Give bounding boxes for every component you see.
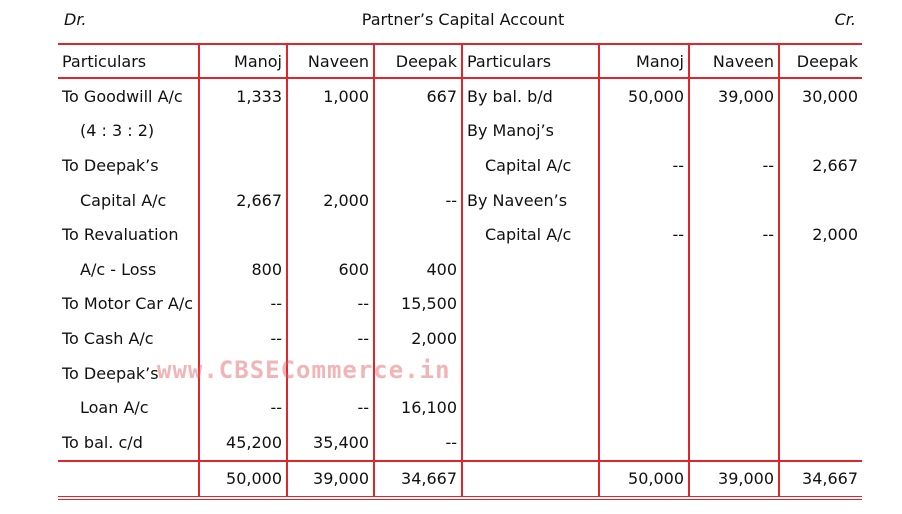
- naveen-amount: [287, 148, 374, 183]
- naveen-amount: [287, 114, 374, 149]
- manoj-amount: [199, 217, 287, 252]
- deepak-total-dr: 34,667: [374, 461, 462, 499]
- table-row: [58, 252, 862, 287]
- naveen-amount: [287, 217, 374, 252]
- capital-account-table: [58, 43, 862, 500]
- naveen-total-dr: 39,000: [287, 461, 374, 499]
- naveen-amount: --: [287, 287, 374, 322]
- col-header-particulars-dr: Particulars: [58, 44, 199, 78]
- particulars-cell: By Manoj’s: [462, 114, 599, 149]
- col-header-naveen-cr: Naveen: [689, 44, 779, 78]
- naveen-amount: 39,000: [689, 78, 779, 114]
- manoj-amount: 50,000: [599, 78, 689, 114]
- col-header-particulars-cr: Particulars: [462, 44, 599, 78]
- manoj-amount: [599, 390, 689, 425]
- particulars-cell: To Revaluation: [62, 225, 179, 245]
- particulars-cell: A/c - Loss: [80, 259, 157, 279]
- manoj-amount: 45,200: [199, 425, 287, 461]
- table-row: [58, 114, 862, 149]
- naveen-amount: --: [287, 390, 374, 425]
- manoj-amount: --: [199, 390, 287, 425]
- manoj-amount: --: [199, 287, 287, 322]
- manoj-amount: [599, 425, 689, 461]
- watermark-text: www.CBSECommerce.in: [157, 356, 451, 384]
- manoj-amount: [599, 252, 689, 287]
- deepak-amount: [779, 321, 862, 356]
- manoj-amount: [599, 183, 689, 218]
- naveen-amount: 600: [287, 252, 374, 287]
- deepak-amount: --: [374, 425, 462, 461]
- deepak-amount: 2,000: [779, 217, 862, 252]
- naveen-amount: 2,000: [287, 183, 374, 218]
- particulars-cell: [462, 287, 599, 322]
- account-title: Partner’s Capital Account: [361, 10, 565, 29]
- manoj-amount: [599, 356, 689, 391]
- deepak-total-cr: 34,667: [779, 461, 862, 499]
- deepak-amount: 2,667: [779, 148, 862, 183]
- manoj-amount: 1,333: [199, 78, 287, 114]
- header-row: [58, 44, 862, 78]
- particulars-cell: To Motor Car A/c: [62, 294, 194, 314]
- credit-side-label: Cr.: [834, 10, 856, 29]
- particulars-cell: [462, 425, 599, 461]
- particulars-cell: By Naveen’s: [462, 183, 599, 218]
- manoj-amount: [599, 287, 689, 322]
- deepak-amount: --: [374, 183, 462, 218]
- particulars-cell: Capital A/c: [462, 217, 599, 252]
- deepak-amount: [779, 287, 862, 322]
- col-header-deepak-dr: Deepak: [374, 44, 462, 78]
- deepak-amount: [779, 114, 862, 149]
- table-row: [58, 148, 862, 183]
- naveen-amount: [689, 425, 779, 461]
- particulars-cell: To Deepak’s: [62, 155, 159, 175]
- particulars-cell: Loan A/c: [80, 398, 149, 418]
- particulars-cell: To Goodwill A/c: [62, 86, 183, 106]
- col-header-naveen-dr: Naveen: [287, 44, 374, 78]
- manoj-total-dr: 50,000: [199, 461, 287, 499]
- col-header-deepak-cr: Deepak: [779, 44, 862, 78]
- particulars-cell: [462, 356, 599, 391]
- naveen-amount: 1,000: [287, 78, 374, 114]
- deepak-amount: [779, 356, 862, 391]
- deepak-amount: [779, 425, 862, 461]
- deepak-amount: 15,500: [374, 287, 462, 322]
- naveen-amount: [689, 321, 779, 356]
- manoj-amount: --: [599, 217, 689, 252]
- manoj-amount: 800: [199, 252, 287, 287]
- particulars-cell: [462, 252, 599, 287]
- table-row: [58, 425, 862, 461]
- deepak-amount: [779, 252, 862, 287]
- naveen-amount: [689, 287, 779, 322]
- naveen-amount: [689, 356, 779, 391]
- manoj-amount: [599, 114, 689, 149]
- particulars-cell: [462, 390, 599, 425]
- table-row: [58, 321, 862, 356]
- col-header-manoj-cr: Manoj: [599, 44, 689, 78]
- deepak-amount: 16,100: [374, 390, 462, 425]
- naveen-total-cr: 39,000: [689, 461, 779, 499]
- naveen-amount: [689, 114, 779, 149]
- naveen-amount: --: [287, 321, 374, 356]
- manoj-amount: [199, 148, 287, 183]
- deepak-amount: [374, 114, 462, 149]
- naveen-amount: [689, 183, 779, 218]
- debit-side-label: Dr.: [64, 10, 87, 29]
- naveen-amount: --: [689, 217, 779, 252]
- particulars-cell: (4 : 3 : 2): [80, 121, 155, 141]
- manoj-amount: --: [199, 321, 287, 356]
- col-header-manoj-dr: Manoj: [199, 44, 287, 78]
- deepak-amount: 2,000: [374, 321, 462, 356]
- particulars-cell: [462, 461, 599, 499]
- deepak-amount: [779, 183, 862, 218]
- totals-row: [58, 461, 862, 499]
- manoj-amount: [599, 321, 689, 356]
- deepak-amount: 30,000: [779, 78, 862, 114]
- deepak-amount: [374, 217, 462, 252]
- deepak-amount: 667: [374, 78, 462, 114]
- particulars-cell: Capital A/c: [462, 148, 599, 183]
- naveen-amount: [689, 390, 779, 425]
- manoj-amount: [199, 114, 287, 149]
- particulars-cell: [58, 461, 199, 499]
- particulars-cell: [462, 321, 599, 356]
- table-row: [58, 287, 862, 322]
- manoj-total-cr: 50,000: [599, 461, 689, 499]
- deepak-amount: [374, 148, 462, 183]
- particulars-cell: By bal. b/d: [462, 78, 599, 114]
- table-row: [58, 217, 862, 252]
- particulars-cell: To Cash A/c: [62, 328, 154, 348]
- particulars-cell: Capital A/c: [80, 190, 167, 210]
- deepak-amount: 400: [374, 252, 462, 287]
- naveen-amount: 35,400: [287, 425, 374, 461]
- table-row: [58, 78, 862, 114]
- table-row: [58, 183, 862, 218]
- manoj-amount: --: [599, 148, 689, 183]
- table-row: [58, 390, 862, 425]
- particulars-cell: To bal. c/d: [62, 432, 143, 452]
- deepak-amount: [779, 390, 862, 425]
- naveen-amount: --: [689, 148, 779, 183]
- manoj-amount: 2,667: [199, 183, 287, 218]
- particulars-cell: To Deepak’s: [62, 363, 159, 383]
- naveen-amount: [689, 252, 779, 287]
